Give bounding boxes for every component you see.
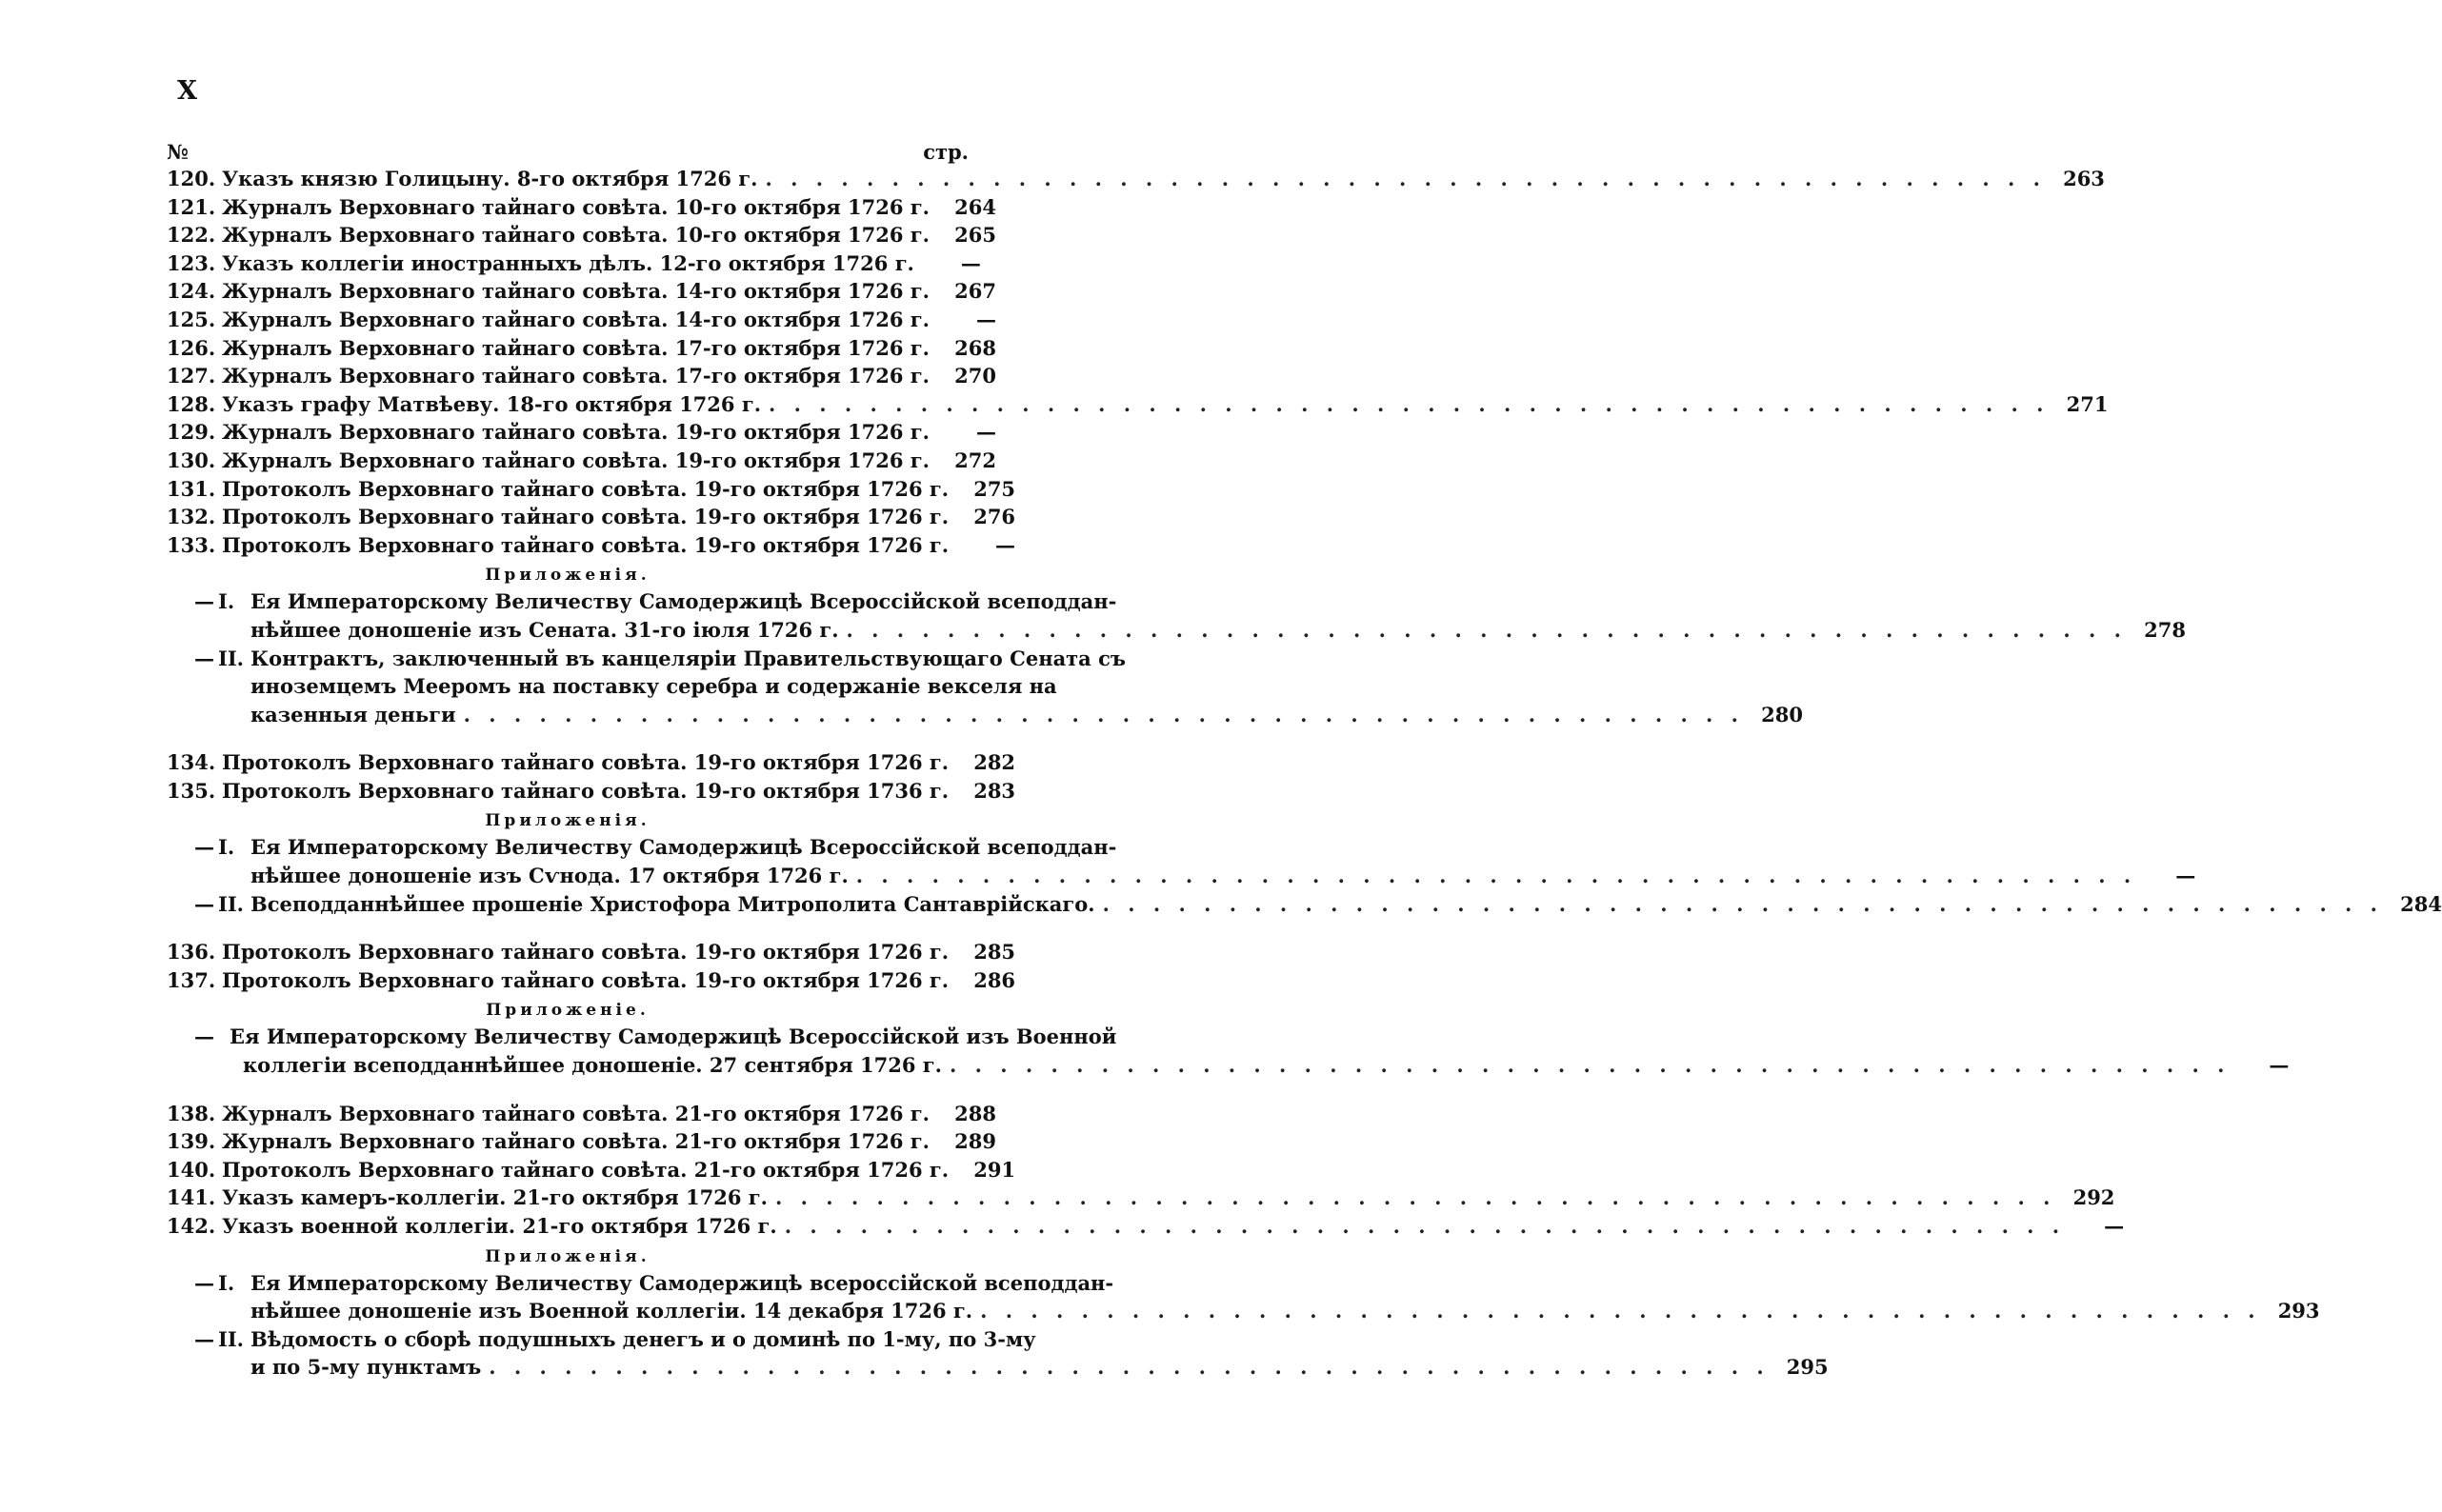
appendix-heading: Приложенія.	[485, 1246, 651, 1266]
appendix-text: Ея Императорскому Величеству Самодержицѣ Всероссійской изъ Военной	[230, 1025, 1117, 1049]
entry-number: 140.	[167, 1157, 216, 1182]
toc-entry	[167, 505, 1016, 533]
entry-page: —	[2104, 1214, 2125, 1238]
appendix-line	[250, 1327, 1829, 1356]
appendix-entry	[167, 1326, 1829, 1383]
appendix-heading: Приложенія.	[485, 566, 651, 586]
entry-page: 283	[973, 778, 1016, 803]
toc-entry	[167, 1214, 2125, 1243]
appendix-number: I.	[218, 1270, 235, 1295]
entry-page: —	[976, 420, 996, 445]
appendix-text: и по 5-му пунктамъ	[250, 1355, 482, 1380]
entry-title: Протоколъ Верховнаго тайнаго совѣта. 19-го октября 1726 г.	[222, 940, 950, 965]
appendix-number: I.	[218, 589, 235, 614]
entry-number: 135.	[167, 778, 216, 803]
appendix-text: Вѣдомость о сборѣ подушныхъ денегъ и о доминѣ по 1-му, по 3-му	[250, 1326, 1036, 1351]
dot-leader: . . . . . . . . . . . . . . . . . . . . . . . . . . . . . . . . . . . . . . . . . . . . . . . . . . .	[980, 1299, 2261, 1323]
toc-entry	[167, 750, 1016, 779]
toc-entry	[167, 364, 996, 392]
entry-title: Журналъ Верховнаго тайнаго совѣта. 19-го октября 1726 г.	[222, 420, 930, 445]
appendix-dash: —	[194, 1270, 214, 1295]
toc-entry	[167, 532, 1016, 562]
entry-title: Журналъ Верховнаго тайнаго совѣта. 19-го октября 1726 г.	[222, 448, 930, 472]
entry-page: 292	[2072, 1185, 2115, 1210]
appendix-line	[250, 674, 1803, 703]
appendix-text: Ея Императорскому Величеству Самодержицѣ всероссійской всеподдан-	[250, 1270, 1114, 1295]
appendix-text: Всеподданнѣйшее прошеніе Христофора Митрополита Сантаврійскаго.	[250, 891, 1095, 916]
section-gap	[167, 730, 969, 750]
appendix-text: нѣйшее доношеніе изъ Сѵнода. 17 октября 1726 г.	[250, 864, 849, 888]
page-column-label: стр.	[923, 140, 969, 164]
dot-leader: . . . . . . . . . . . . . . . . . . . . . . . . . . . . . . . . . . . . . . . . . . . . . . . . . . .	[855, 864, 2137, 888]
toc-entry	[167, 307, 996, 336]
entry-title: Журналъ Верховнаго тайнаго совѣта. 14-го октября 1726 г.	[222, 307, 930, 331]
appendix-line	[250, 1355, 1829, 1383]
section-gap	[167, 920, 969, 940]
toc-entry	[167, 778, 1016, 807]
entry-page: 270	[954, 364, 996, 388]
entry-page: 282	[973, 750, 1016, 775]
appendix-entry	[167, 1270, 2320, 1327]
appendix-body	[250, 589, 2186, 646]
appendix-line	[230, 1025, 2289, 1053]
appendix-text: иноземцемъ Мееромъ на поставку серебра и содержаніе векселя на	[250, 674, 1057, 699]
entry-number: 141.	[167, 1185, 216, 1210]
appendix-page: 293	[2277, 1299, 2320, 1323]
entry-title: Указъ князю Голицыну. 8-го октября 1726 г.	[222, 167, 758, 190]
toc-entry	[167, 335, 996, 365]
appendix-body	[230, 1025, 2289, 1081]
dot-leader: . . . . . . . . . . . . . . . . . . . . . . . . . . . . . . . . . . . . . . . . . . . . . . . . . . .	[775, 1185, 2056, 1210]
entry-number: 120.	[167, 167, 216, 190]
entry-title: Указъ графу Матвѣеву. 18-го октября 1726 г.	[222, 391, 762, 416]
entry-number: 132.	[167, 505, 216, 529]
appendix-number: I.	[218, 835, 235, 860]
entry-number: 136.	[167, 940, 216, 965]
number-column-label: №	[167, 140, 189, 164]
toc-entry	[167, 250, 981, 280]
entry-page: 286	[973, 967, 1016, 992]
entry-title: Протоколъ Верховнаго тайнаго совѣта. 19-го октября 1726 г.	[222, 967, 950, 992]
toc-entry	[167, 1129, 996, 1158]
entry-page: 291	[973, 1157, 1016, 1182]
appendix-page: 295	[1786, 1355, 1829, 1380]
dot-leader: . . . . . . . . . . . . . . . . . . . . . . . . . . . . . . . . . . . . . . . . . . . . . . . . . . .	[765, 167, 2046, 190]
dot-leader: . . . . . . . . . . . . . . . . . . . . . . . . . . . . . . . . . . . . . . . . . . . . . . . . . . .	[769, 391, 2050, 416]
entry-title: Указъ камеръ-коллегіи. 21-го октября 1726 г.	[222, 1185, 768, 1210]
appendix-dash: —	[194, 646, 214, 670]
appendix-entry	[167, 835, 2196, 891]
entry-number: 122.	[167, 223, 216, 248]
toc-entry	[167, 279, 996, 308]
dot-leader: . . . . . . . . . . . . . . . . . . . . . . . . . . . . . . . . . . . . . . . . . . . . . . . . . . .	[489, 1355, 1770, 1380]
entry-number: 131.	[167, 476, 216, 501]
appendix-text: нѣйшее доношеніе изъ Военной коллегіи. 14 декабря 1726 г.	[250, 1299, 973, 1323]
entry-number: 130.	[167, 448, 216, 472]
appendix-entry	[167, 1025, 2290, 1081]
entry-number: 137.	[167, 967, 216, 992]
appendix-line	[250, 864, 2195, 892]
entry-title: Журналъ Верховнаго тайнаго совѣта. 21-го октября 1726 г.	[222, 1129, 930, 1154]
entry-number: 138.	[167, 1101, 216, 1125]
entry-title: Журналъ Верховнаго тайнаго совѣта. 21-го октября 1726 г.	[222, 1101, 930, 1125]
entry-number: 129.	[167, 420, 216, 445]
toc-entry	[167, 194, 996, 224]
dot-leader: . . . . . . . . . . . . . . . . . . . . . . . . . . . . . . . . . . . . . . . . . . . . . . . . . . .	[1102, 891, 2383, 916]
entry-page: 264	[954, 194, 996, 219]
appendix-page: 280	[1761, 702, 1803, 726]
toc-entry	[167, 420, 996, 448]
appendix-page: —	[2269, 1053, 2290, 1078]
table-of-contents	[167, 167, 2442, 1383]
appendix-text: нѣйшее доношеніе изъ Сената. 31-го іюля 1726 г.	[250, 617, 839, 642]
entry-page: —	[960, 250, 981, 275]
appendix-dash: —	[194, 1025, 214, 1049]
appendix-number: II.	[218, 646, 244, 670]
entry-title: Протоколъ Верховнаго тайнаго совѣта. 19-го октября 1736 г.	[222, 778, 950, 803]
appendix-text: казенныя деньги	[250, 702, 456, 726]
toc-entry	[167, 167, 2105, 195]
appendix-entry	[167, 589, 2186, 646]
entry-page: —	[976, 307, 996, 331]
appendix-page: —	[2175, 864, 2196, 888]
appendix-body	[250, 647, 1803, 731]
entry-page: 275	[973, 476, 1016, 501]
entry-page: 276	[973, 505, 1016, 529]
appendix-text: Контрактъ, заключенный въ канцеляріи Правительствующаго Сената съ	[250, 646, 1126, 670]
entry-title: Протоколъ Верховнаго тайнаго совѣта. 19-го октября 1726 г.	[222, 750, 950, 775]
appendix-heading: Приложеніе.	[486, 1001, 650, 1021]
entry-number: 125.	[167, 307, 216, 331]
dot-leader: . . . . . . . . . . . . . . . . . . . . . . . . . . . . . . . . . . . . . . . . . . . . . . . . . . .	[949, 1053, 2231, 1078]
entry-page: 288	[954, 1101, 996, 1125]
entry-title: Журналъ Верховнаго тайнаго совѣта. 14-го октября 1726 г.	[222, 279, 930, 304]
appendix-number: II.	[218, 1326, 244, 1351]
toc-entry	[167, 223, 996, 251]
appendix-heading: Приложенія.	[485, 811, 651, 831]
entry-title: Указъ коллегіи иностранныхъ дѣлъ. 12-го октября 1726 г.	[222, 250, 914, 275]
entry-number: 139.	[167, 1129, 216, 1154]
entry-page: 265	[954, 223, 996, 248]
appendix-line	[250, 618, 2186, 647]
entry-title: Журналъ Верховнаго тайнаго совѣта. 10-го октября 1726 г.	[222, 194, 930, 219]
appendix-spacer	[214, 1025, 230, 1081]
entry-number: 142.	[167, 1214, 216, 1238]
entry-title: Протоколъ Верховнаго тайнаго совѣта. 19-го октября 1726 г.	[222, 532, 950, 557]
entry-title: Журналъ Верховнаго тайнаго совѣта. 10-го октября 1726 г.	[222, 223, 930, 248]
appendix-dash: —	[194, 835, 214, 860]
entry-page: 268	[954, 335, 996, 360]
appendix-entry	[167, 891, 2442, 921]
appendix-dash: —	[194, 1326, 214, 1351]
appendix-number: II.	[218, 891, 244, 916]
section-gap	[167, 1082, 969, 1102]
entry-page: 289	[954, 1129, 996, 1154]
dot-leader: . . . . . . . . . . . . . . . . . . . . . . . . . . . . . . . . . . . . . . . . . . . . . . . . . . .	[846, 617, 2127, 642]
entry-number: 123.	[167, 250, 216, 275]
entry-page: 272	[954, 448, 996, 472]
appendix-text: коллегіи всеподданнѣйшее доношеніе. 27 сентября 1726 г.	[243, 1053, 942, 1078]
entry-page: 267	[954, 279, 996, 304]
entry-number: 121.	[167, 194, 216, 219]
entry-title: Указъ военной коллегіи. 21-го октября 1726 г.	[222, 1214, 777, 1238]
toc-entry	[167, 448, 996, 477]
dot-leader: . . . . . . . . . . . . . . . . . . . . . . . . . . . . . . . . . . . . . . . . . . . . . . . . . . .	[463, 702, 1744, 726]
toc-entry	[167, 940, 1016, 968]
entry-title: Журналъ Верховнаго тайнаго совѣта. 17-го октября 1726 г.	[222, 335, 930, 360]
toc-entry	[167, 1185, 2115, 1214]
dot-leader: . . . . . . . . . . . . . . . . . . . . . . . . . . . . . . . . . . . . . . . . . . . . . . . . . . .	[784, 1214, 2066, 1238]
appendix-text: Ея Императорскому Величеству Самодержицѣ Всероссійской всеподдан-	[250, 589, 1117, 614]
appendix-line	[250, 703, 1803, 731]
page-number: X	[177, 76, 197, 106]
entry-number: 134.	[167, 750, 216, 775]
appendix-line	[250, 1271, 2320, 1300]
entry-number: 126.	[167, 335, 216, 360]
appendix-body	[250, 1271, 2320, 1327]
toc-entry	[167, 1101, 996, 1130]
entry-title: Протоколъ Верховнаго тайнаго совѣта. 19-го октября 1726 г.	[222, 476, 950, 501]
appendix-line	[230, 1053, 2289, 1082]
appendix-line	[250, 647, 1803, 675]
appendix-dash: —	[194, 891, 214, 916]
entry-number: 133.	[167, 532, 216, 557]
entry-page: 263	[2063, 167, 2105, 190]
appendix-body	[250, 892, 2442, 921]
appendix-line	[250, 892, 2442, 921]
appendix-line	[250, 835, 2195, 864]
toc-entry	[167, 967, 1016, 997]
entry-title: Протоколъ Верховнаго тайнаго совѣта. 19-го октября 1726 г.	[222, 505, 950, 529]
toc-entry	[167, 476, 1016, 506]
appendix-body	[250, 835, 2195, 891]
appendix-line	[250, 589, 2186, 618]
entry-number: 124.	[167, 279, 216, 304]
toc-entry	[167, 1157, 1016, 1186]
entry-page: 271	[2066, 391, 2109, 416]
entry-title: Протоколъ Верховнаго тайнаго совѣта. 21-го октября 1726 г.	[222, 1157, 950, 1182]
entry-number: 127.	[167, 364, 216, 388]
entry-page: —	[995, 532, 1016, 557]
entry-page: 285	[973, 940, 1016, 965]
entry-title: Журналъ Верховнаго тайнаго совѣта. 17-го октября 1726 г.	[222, 364, 930, 388]
appendix-page: 284	[2400, 891, 2442, 916]
appendix-entry	[167, 646, 1803, 731]
toc-entry	[167, 391, 2109, 421]
toc-header	[167, 140, 969, 164]
appendix-body	[250, 1327, 1829, 1383]
appendix-page: 278	[2144, 617, 2186, 642]
appendix-text: Ея Императорскому Величеству Самодержицѣ Всероссійской всеподдан-	[250, 835, 1117, 860]
entry-number: 128.	[167, 391, 216, 416]
appendix-line	[250, 1299, 2320, 1327]
appendix-dash: —	[194, 589, 214, 614]
